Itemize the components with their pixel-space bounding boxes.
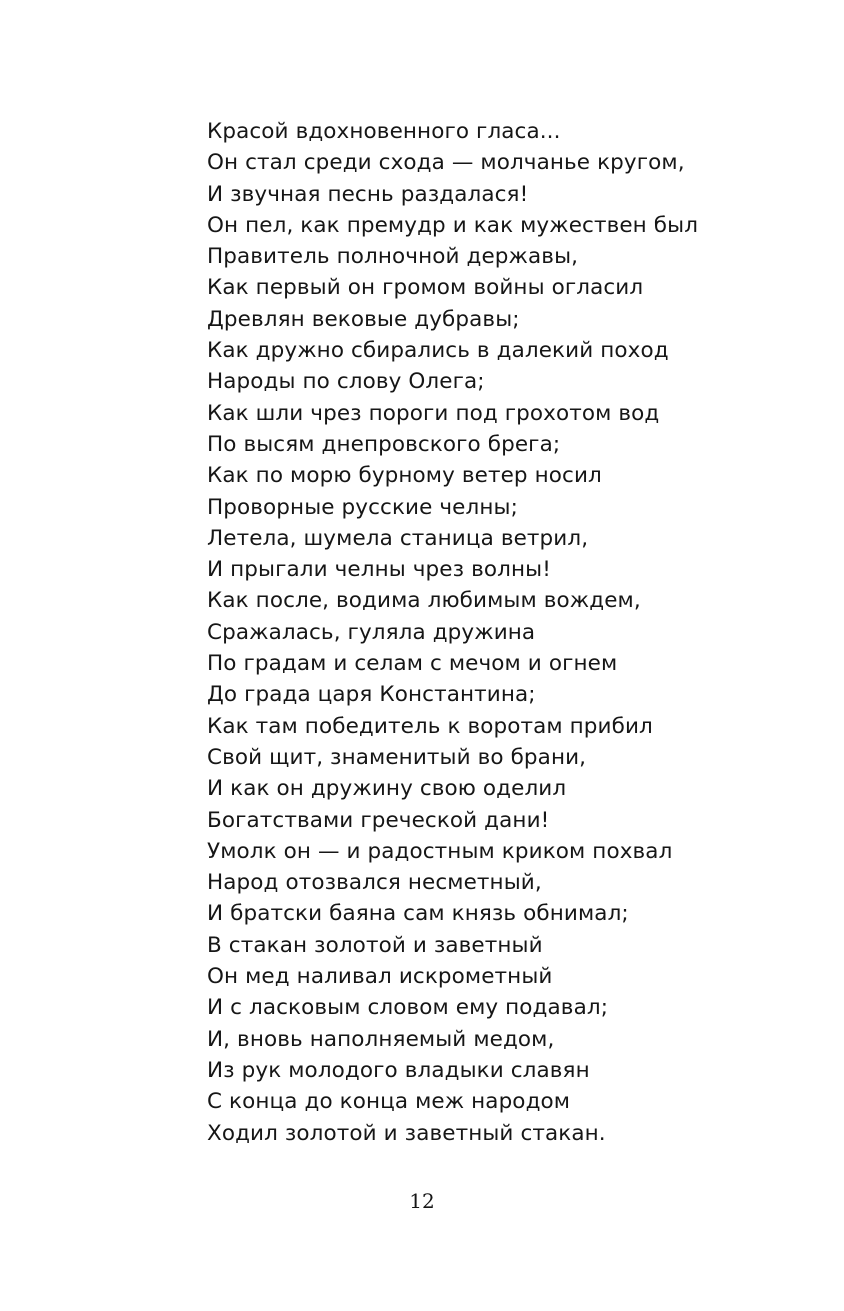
poem-line: Как там победитель к воротам прибил xyxy=(207,713,653,739)
poem-line: С конца до конца меж народом xyxy=(207,1089,571,1115)
poem-line: Правитель полночной державы, xyxy=(207,244,579,270)
poem-line: И братски баяна сам князь обнимал; xyxy=(207,901,629,927)
poem-line: Народы по слову Олега; xyxy=(207,369,485,395)
poem-line: Как после, водима любимым вождем, xyxy=(207,588,641,614)
poem-line: И, вновь наполняемый медом, xyxy=(207,1026,555,1052)
poem-line: Народ отозвался несметный, xyxy=(207,870,542,896)
poem-line: Свой щит, знаменитый во брани, xyxy=(207,744,587,770)
poem-line: Богатствами греческой дани! xyxy=(207,807,550,833)
poem-line: Как первый он громом войны огласил xyxy=(207,275,644,301)
poem-line: Красой вдохновенного гласа... xyxy=(207,119,561,144)
poem-line: Он мед наливал искрометный xyxy=(207,964,553,990)
poem-line: По градам и селам с мечом и огнем xyxy=(207,651,618,677)
poem-line: Древлян вековые дубравы; xyxy=(207,306,520,332)
poem-line: Умолк он — и радостным криком похвал xyxy=(207,838,673,864)
poem-line: И звучная песнь раздалася! xyxy=(207,181,529,207)
poem-line: По высям днепровского брега; xyxy=(207,431,561,457)
poem-line: Он пел, как премудр и как мужествен был xyxy=(207,212,699,238)
poem-line: Как по морю бурному ветер носил xyxy=(207,463,602,489)
poem-line: До града царя Константина; xyxy=(207,682,536,708)
poem-line: Сражалась, гуляла дружина xyxy=(207,619,536,645)
page-number: 12 xyxy=(409,1189,435,1213)
poem-line: И с ласковым словом ему подавал; xyxy=(207,995,609,1021)
poem-line: Летела, шумела станица ветрил, xyxy=(207,525,589,551)
poem-line: Он стал среди схода — молчанье кругом, xyxy=(207,150,685,176)
poem-line: Ходил золотой и заветный стакан. xyxy=(207,1120,606,1146)
poem-line: И как он дружину свою оделил xyxy=(207,776,567,802)
poem-line: Проворные русские челны; xyxy=(207,494,518,520)
poem-line: В стакан золотой и заветный xyxy=(207,932,543,958)
poem-line: Как дружно сбирались в далекий поход xyxy=(207,338,669,364)
poem-line: И прыгали челны чрез волны! xyxy=(207,557,551,583)
poem-line: Как шли чрез пороги под грохотом вод xyxy=(207,400,660,426)
poem-text xyxy=(207,116,807,1149)
poem-line: Из рук молодого владыки славян xyxy=(207,1057,590,1083)
